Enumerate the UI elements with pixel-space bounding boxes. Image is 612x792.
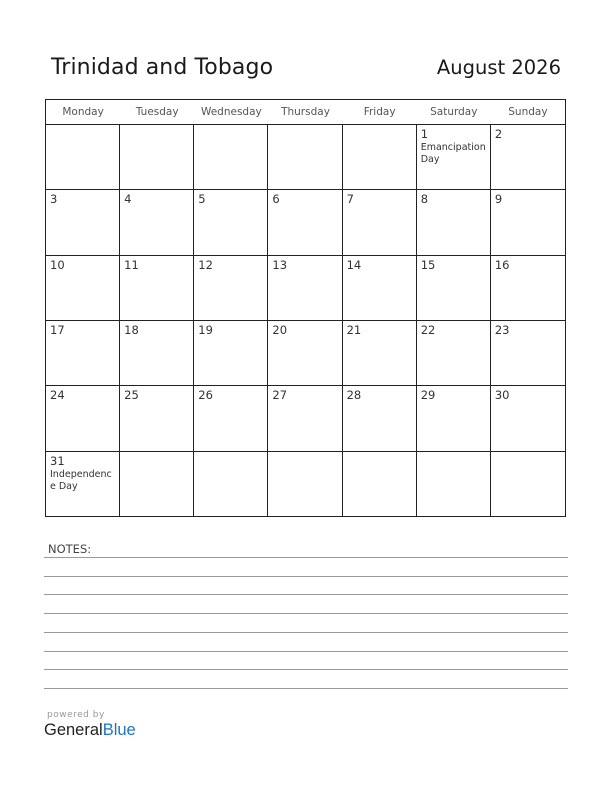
day-cell — [417, 452, 491, 517]
day-cell — [194, 452, 268, 517]
day-cell — [491, 321, 565, 386]
day-number: 28 — [346, 388, 362, 403]
note-line — [44, 557, 568, 558]
day-number: 19 — [198, 323, 213, 337]
weekday-header: Saturday — [430, 106, 478, 118]
calendar-month-title: August 2026 — [436, 56, 561, 79]
day-cell — [120, 190, 194, 255]
day-cell — [417, 386, 491, 451]
day-number: 9 — [494, 192, 503, 207]
day-cell — [46, 256, 120, 321]
weekday-header: Tuesday — [135, 106, 179, 118]
day-number: 7 — [346, 192, 354, 207]
day-cell — [120, 321, 194, 386]
holiday-label: Independence Day — [50, 468, 112, 492]
note-line — [44, 651, 568, 652]
day-cell — [194, 125, 268, 190]
day-cell — [268, 190, 342, 255]
day-number: 5 — [198, 192, 206, 207]
day-cell — [343, 190, 417, 255]
day-number: 20 — [272, 323, 288, 337]
day-number: 2 — [494, 127, 503, 141]
day-cell — [46, 386, 120, 451]
weekday-header: Sunday — [508, 106, 548, 118]
day-cell — [120, 125, 194, 190]
calendar-table — [45, 99, 566, 517]
day-cell — [268, 386, 342, 451]
notes-label: NOTES: — [48, 542, 92, 556]
day-cell — [194, 321, 268, 386]
day-number: 18 — [124, 323, 139, 337]
day-number: 10 — [50, 257, 65, 272]
day-cell — [194, 386, 268, 451]
day-number: 21 — [346, 323, 362, 337]
weekday-header: Monday — [62, 106, 104, 118]
day-grid — [46, 125, 565, 517]
day-number: 16 — [494, 257, 510, 272]
day-number: 24 — [50, 388, 65, 403]
day-cell — [343, 125, 417, 190]
day-number: 11 — [124, 257, 139, 272]
note-line — [44, 688, 568, 689]
day-number: 1 — [420, 127, 429, 141]
weekday-header: Friday — [363, 106, 396, 118]
day-number: 31 — [50, 453, 65, 468]
weekday-header: Thursday — [281, 106, 330, 118]
weekday-header-row — [46, 100, 565, 125]
day-number: 15 — [420, 257, 436, 272]
weekday-header: Wednesday — [200, 106, 262, 118]
day-cell — [491, 256, 565, 321]
day-number: 3 — [50, 192, 58, 207]
holiday-label: Emancipation Day — [420, 142, 486, 165]
day-cell — [343, 321, 417, 386]
day-cell — [46, 321, 120, 386]
day-number: 8 — [420, 192, 429, 207]
note-line — [44, 594, 568, 595]
day-number: 22 — [420, 323, 436, 337]
day-number: 12 — [198, 257, 213, 272]
day-number: 23 — [494, 323, 510, 337]
day-cell — [268, 321, 342, 386]
day-cell — [46, 452, 120, 517]
day-cell — [491, 125, 565, 190]
day-cell — [417, 190, 491, 255]
brand-blue: Blue — [102, 721, 136, 739]
note-line — [44, 613, 568, 614]
day-cell — [491, 190, 565, 255]
day-cell — [343, 386, 417, 451]
day-number: 25 — [124, 388, 139, 403]
day-cell — [491, 386, 565, 451]
day-number: 13 — [272, 257, 288, 272]
day-cell — [194, 256, 268, 321]
day-number: 6 — [272, 192, 280, 207]
day-cell — [120, 256, 194, 321]
day-cell — [417, 321, 491, 386]
day-cell — [120, 386, 194, 451]
day-number: 26 — [198, 388, 213, 403]
day-number: 14 — [346, 257, 362, 272]
day-cell — [46, 125, 120, 190]
day-number: 30 — [494, 388, 510, 403]
day-number: 17 — [50, 323, 65, 337]
day-cell — [491, 452, 565, 517]
day-cell — [120, 452, 194, 517]
brand-general: General — [44, 721, 103, 739]
day-cell — [417, 256, 491, 321]
day-cell — [268, 256, 342, 321]
day-cell — [46, 190, 120, 255]
powered-by-text: powered by — [47, 710, 105, 720]
day-cell — [343, 452, 417, 517]
day-number: 4 — [124, 192, 132, 207]
day-number: 27 — [272, 388, 288, 403]
day-cell — [343, 256, 417, 321]
generalblue-logo[interactable] — [44, 721, 136, 740]
note-line — [44, 576, 568, 577]
day-cell — [268, 125, 342, 190]
day-cell — [194, 190, 268, 255]
day-number: 29 — [420, 388, 436, 403]
note-line — [44, 669, 568, 670]
day-cell — [268, 452, 342, 517]
calendar-country-title: Trinidad and Tobago — [51, 55, 274, 80]
note-line — [44, 632, 568, 633]
day-cell — [417, 125, 491, 190]
